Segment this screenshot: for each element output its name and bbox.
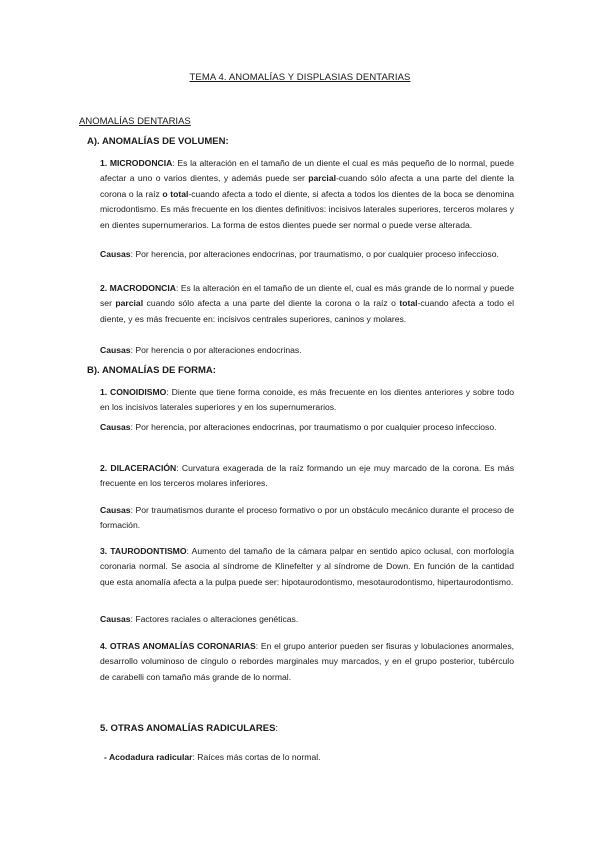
microdoncia-paragraph (100, 156, 514, 233)
acodadura-item (104, 752, 321, 762)
taurodontismo-paragraph (100, 544, 514, 590)
dilaceracion-text: : Curvatura exagerada de la raíz formando un eje muy marcado de la corona. Es más frecuente en los terceros molares inferiores. (100, 463, 514, 489)
otras-coronarias-paragraph (100, 639, 514, 685)
dilaceracion-causas-label: Causas (100, 505, 131, 515)
microdoncia-term: 1. MICRODONCIA (100, 158, 173, 168)
conoidismo-causas-text: : Por herencia, por alteraciones endocrinas, por traumatismo o por cualquier proceso infeccioso. (130, 422, 497, 432)
otras-coronarias-term: 4. OTRAS ANOMALÍAS CORONARIAS (100, 641, 256, 651)
microdoncia-causas-label: Causas (100, 249, 131, 259)
conoidismo-causas-label: Causas (100, 422, 131, 432)
document-title: TEMA 4. ANOMALÍAS Y DISPLASIAS DENTARIAS (189, 72, 411, 83)
section-heading-anomalias: ANOMALÍAS DENTARIAS (79, 116, 191, 127)
acodadura-dash: - (104, 752, 109, 762)
dilaceracion-causas-text: : Por traumatismos durante el proceso formativo o por un obstáculo mecánico durante el proceso de formación. (100, 505, 514, 531)
macrodoncia-paragraph (100, 281, 514, 327)
microdoncia-text-2: -cuando sólo afecta a una parte del diente la corona o la raíz (100, 173, 515, 199)
microdoncia-text-3: -cuando afecta a todo el diente, si afecta a todos los dientes de la boca se denomina microdontismo. Es más frecuente en los dientes definitivos: incisivos laterales superiores, terceros molares y en dientes supernumerarios. La forma de estos dientes puede ser normal o puede verse alterada. (100, 188, 515, 230)
taurodontismo-causas-text: : Factores raciales o alteraciones genéticas. (130, 614, 299, 624)
otras-radiculares-heading (100, 723, 278, 734)
section-b-heading: B). ANOMALÍAS DE FORMA: (87, 365, 216, 376)
microdoncia-causas-text: : Por herencia, por alteraciones endocrinas, por traumatismo, o por cualquier proceso infeccioso. (130, 249, 499, 259)
taurodontismo-causas-label: Causas (100, 614, 131, 624)
otras-coronarias-text: : En el grupo anterior pueden ser fisuras y lobulaciones anormales, desarrollo voluminoso de cíngulo o rebordes marginales muy marcados, y en el grupo posterior, tubérculo de carabelli con tamaño más grande de lo normal. (100, 641, 515, 682)
taurodontismo-term: 3. TAURODONTISMO (100, 546, 187, 556)
conoidismo-term: 1. CONOIDISMO (100, 387, 167, 397)
microdoncia-text-1: : Es la alteración en el tamaño de un diente el cual es más pequeño de lo normal, puede afectar a uno o varios dientes, y además puede ser (100, 158, 514, 184)
macrodoncia-causas (100, 343, 514, 358)
conoidismo-causas (100, 420, 514, 435)
conoidismo-text: : Diente que tiene forma conoide, es más frecuente en los dientes anteriores y sobre todo en los incisivos laterales superiores y en los supernumerarios. (100, 387, 514, 413)
acodadura-label: Acodadura radicular (108, 752, 193, 762)
macrodoncia-text-2: cuando sólo afecta a una parte del diente la corona o la raíz o (143, 298, 400, 309)
macrodoncia-causas-label: Causas (100, 345, 131, 355)
macrodoncia-text-1: : Es la alteración en el tamaño de un diente el, cual es más grande de lo normal y puede ser (100, 283, 514, 309)
microdoncia-parcial: parcial (308, 173, 336, 184)
microdoncia-causas (100, 247, 514, 262)
dilaceracion-paragraph (100, 461, 514, 492)
macrodoncia-term: 2. MACRODONCIA (100, 283, 176, 293)
macrodoncia-total: total (399, 298, 418, 309)
dilaceracion-causas (100, 503, 514, 534)
taurodontismo-causas (100, 612, 514, 627)
microdoncia-total: o total (162, 188, 189, 199)
section-a-heading: A). ANOMALÍAS DE VOLUMEN: (87, 136, 229, 147)
otras-radiculares-term: 5. OTRAS ANOMALÍAS RADICULARES (100, 723, 276, 734)
conoidismo-paragraph (100, 385, 514, 416)
acodadura-text: : Raíces más cortas de lo normal. (192, 752, 321, 762)
macrodoncia-text-3: -cuando afecta a todo el diente, y es más frecuente en: incisivos centrales superiores, caninos y molares. (100, 298, 514, 324)
taurodontismo-text: : Aumento del tamaño de la cámara palpar en sentido apico oclusal, con morfología coronaria normal. Se asocia al síndrome de Klinefelter y al síndrome de Down. En función de la cantidad que esta anomalía afecta a la pulpa puede ser: hipotaurodontismo, mesotaurodontismo, hipertaurodontismo. (100, 546, 514, 587)
dilaceracion-term: 2. DILACERACIÓN (100, 463, 177, 473)
otras-radiculares-colon: : (275, 723, 279, 734)
macrodoncia-causas-text: : Por herencia o por alteraciones endocrinas. (130, 345, 302, 355)
macrodoncia-parcial: parcial (115, 298, 144, 309)
